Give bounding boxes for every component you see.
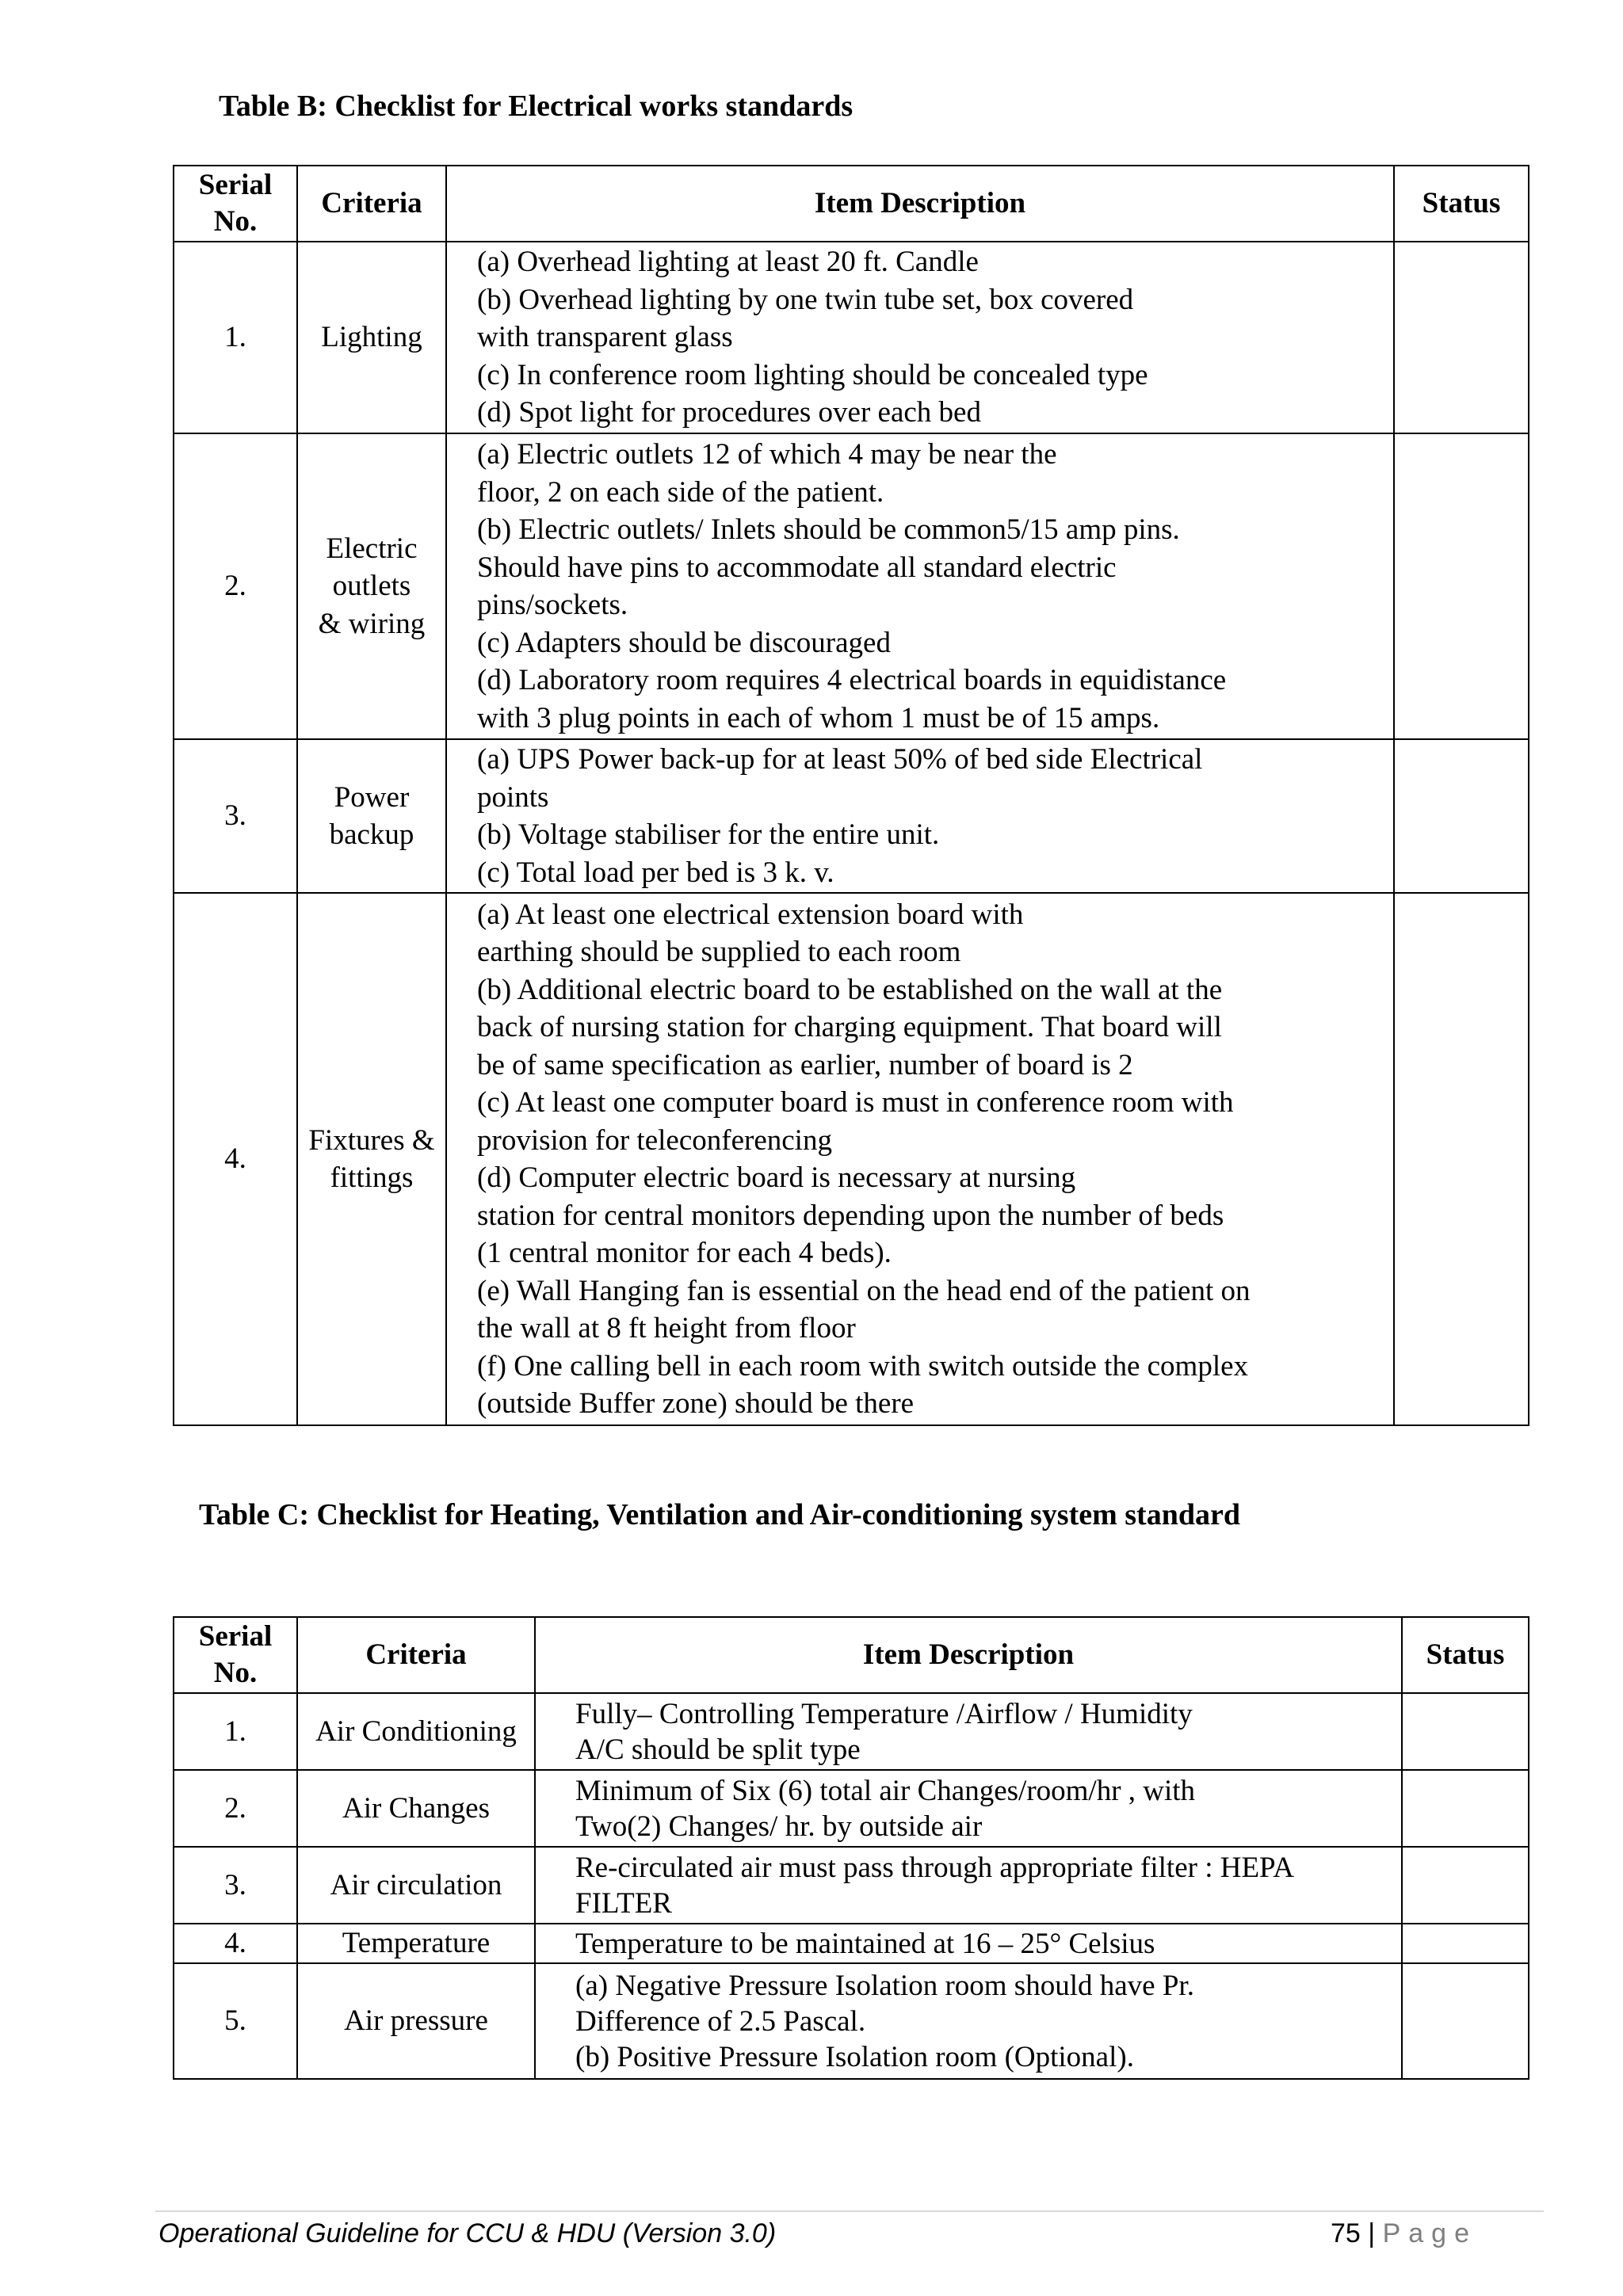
serial-cell: 2. [174,433,297,739]
header-serial-line: No. [213,205,258,238]
item-line: be of same specification as earlier, number of board is 2 [477,1048,1133,1081]
item-line: A/C should be split type [575,1733,861,1766]
item-line: (1 central monitor for each 4 beds). [477,1237,892,1269]
criteria-cell: Air Conditioning [297,1693,535,1770]
serial-cell: 5. [174,1963,297,2079]
header-serial-line: Serial [198,1620,273,1653]
item-line: provision for teleconferencing [477,1123,832,1157]
table-b-title: Table B: Checklist for Electrical works standards [219,90,854,123]
table-c [173,1616,1529,2080]
footer-divider [155,2210,1544,2212]
header-status: Status [1394,166,1529,242]
item-line: Re-circulated air must pass through appropriate filter : HEPA [575,1851,1294,1884]
header-item-description: Item Description [446,166,1394,242]
status-cell [1402,1963,1529,2079]
item-line: (b) Overhead lighting by one twin tube set, box covered [477,283,1134,316]
status-cell [1402,1847,1529,1924]
status-cell [1402,1693,1529,1770]
item-description-cell [446,893,1394,1425]
header-serial-line: No. [213,1657,258,1689]
table-row [174,1963,1529,2079]
item-line: Should have pins to accommodate all standard electric [477,551,1117,584]
item-line: (b) Electric outlets/ Inlets should be common5/15 amp pins. [477,513,1180,546]
page-label: Page [1382,2218,1477,2248]
criteria-cell [297,433,446,739]
serial-cell: 2. [174,1770,297,1847]
item-line: (c) Total load per bed is 3 k. v. [477,856,834,889]
item-line: (a) UPS Power back-up for at least 50% of bed side Electrical [477,743,1203,776]
item-line: Difference of 2.5 Pascal. [575,2004,866,2038]
table-row [174,1924,1529,1963]
serial-cell: 3. [174,1847,297,1924]
table-row [174,1770,1529,1847]
item-line: (a) Negative Pressure Isolation room should have Pr. [575,1969,1194,2002]
criteria-cell: Air pressure [297,1963,535,2079]
header-item-description: Item Description [535,1617,1402,1693]
criteria-line: outlets [332,570,411,603]
status-cell [1394,893,1529,1425]
footer-document-title: Operational Guideline for CCU & HDU (Version 3.0) [158,2218,777,2248]
item-line: (e) Wall Hanging fan is essential on the head end of the patient on [477,1274,1251,1307]
item-line: points [477,780,549,814]
item-line: (b) Positive Pressure Isolation room (Optional). [575,2040,1134,2073]
table-row [174,242,1529,433]
criteria-line: & wiring [318,607,426,640]
page-separator: | [1368,2218,1376,2248]
table-row [174,739,1529,893]
item-line: Two(2) Changes/ hr. by outside air [575,1810,983,1843]
item-line: (d) Spot light for procedures over each bed [477,396,981,429]
header-serial-line: Serial [198,169,273,201]
criteria-line: backup [329,818,414,851]
criteria-cell [297,893,446,1425]
item-line: with transparent glass [477,321,733,354]
page-number: 75 [1331,2218,1361,2248]
table-b-header-row [174,166,1529,242]
item-line: earthing should be supplied to each room [477,936,961,968]
serial-cell: 4. [174,1924,297,1963]
criteria-cell: Air circulation [297,1847,535,1924]
item-line: the wall at 8 ft height from floor [477,1312,856,1344]
item-line: (a) Electric outlets 12 of which 4 may be near the [477,438,1057,471]
item-line: Minimum of Six (6) total air Changes/room/hr , with [575,1774,1196,1807]
table-c-header-row [174,1617,1529,1693]
item-description-cell [535,1924,1402,1963]
status-cell [1394,739,1529,893]
item-line: (b) Voltage stabiliser for the entire unit. [477,818,940,851]
item-description-cell [535,1847,1402,1924]
table-row [174,433,1529,739]
item-line: with 3 plug points in each of whom 1 must be of 15 amps. [477,701,1160,734]
item-line: (c) Adapters should be discouraged [477,626,891,659]
table-b [173,165,1529,1426]
item-description-cell [446,242,1394,433]
header-criteria: Criteria [297,166,446,242]
item-line: (d) Laboratory room requires 4 electrical boards in equidistance [477,664,1227,696]
table-c-title: Table C: Checklist for Heating, Ventilation and Air-conditioning system standard [199,1498,1240,1531]
criteria-cell: Air Changes [297,1770,535,1847]
criteria-cell [297,739,446,893]
header-criteria: Criteria [297,1617,535,1693]
criteria-cell: Temperature [297,1924,535,1963]
item-description-cell [535,1693,1402,1770]
criteria-cell [297,242,446,433]
item-line: station for central monitors depending upon the number of beds [477,1199,1224,1232]
item-line: floor, 2 on each side of the patient. [477,475,884,509]
item-line: (outside Buffer zone) should be there [477,1387,915,1420]
criteria-line: Electric [326,532,418,565]
item-line: back of nursing station for charging equipment. That board will [477,1011,1222,1043]
serial-cell: 1. [174,242,297,433]
footer-page-number [1331,2218,1477,2249]
table-row [174,1847,1529,1924]
item-description-cell [535,1963,1402,2079]
item-line: Fully– Controlling Temperature /Airflow / Humidity [575,1697,1193,1730]
status-cell [1402,1770,1529,1847]
item-line: FILTER [575,1886,672,1920]
item-line: (c) In conference room lighting should be concealed type [477,358,1148,391]
item-description-cell [446,433,1394,739]
table-row [174,893,1529,1425]
header-status: Status [1402,1617,1529,1693]
item-line: Temperature to be maintained at 16 – 25° Celsius [575,1927,1155,1960]
item-line: (a) At least one electrical extension board with [477,898,1024,931]
serial-cell: 4. [174,893,297,1425]
item-description-cell [446,739,1394,893]
status-cell [1402,1924,1529,1963]
table-row [174,1693,1529,1770]
criteria-line: fittings [330,1161,414,1194]
status-cell [1394,433,1529,739]
criteria-line: Lighting [321,321,422,354]
item-line: (f) One calling bell in each room with switch outside the complex [477,1349,1249,1383]
header-serial-no [174,166,297,242]
header-serial-no [174,1617,297,1693]
item-line: (a) Overhead lighting at least 20 ft. Candle [477,246,979,279]
item-line: (b) Additional electric board to be established on the wall at the [477,973,1223,1006]
serial-cell: 3. [174,739,297,893]
item-description-cell [535,1770,1402,1847]
serial-cell: 1. [174,1693,297,1770]
item-line: (c) At least one computer board is must in conference room with [477,1086,1234,1119]
item-line: pins/sockets. [477,589,628,621]
criteria-line: Power [334,780,410,814]
criteria-line: Fixtures & [308,1123,435,1157]
status-cell [1394,242,1529,433]
item-line: (d) Computer electric board is necessary at nursing [477,1161,1076,1194]
